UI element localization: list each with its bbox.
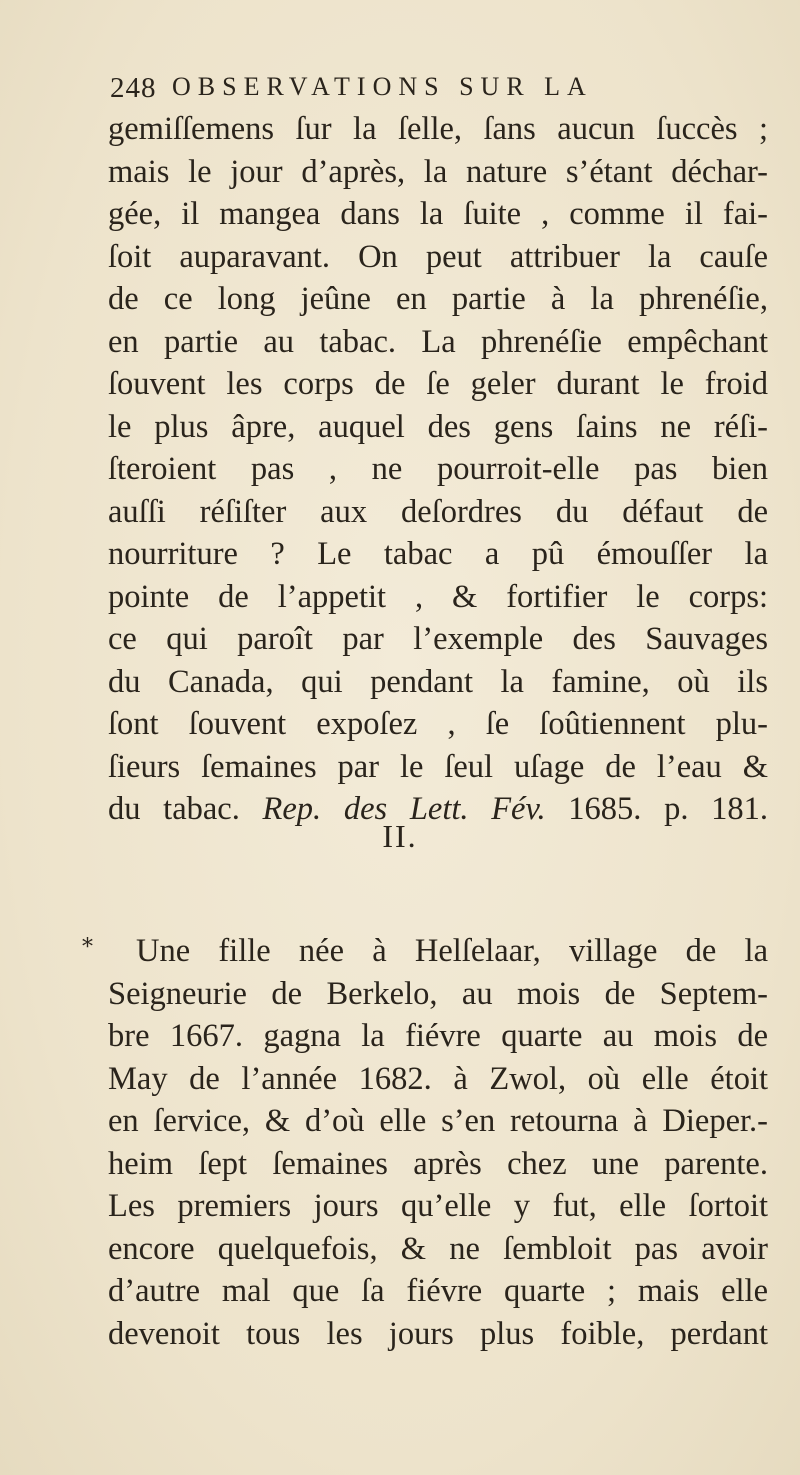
text-line: encore quelquefois, & ne ſembloit pas avoir (108, 1230, 768, 1267)
text-line: le plus âpre, auquel des gens ſains ne réſi- (108, 408, 768, 445)
text-line: gée, il mangea dans la ſuite , comme il fai- (108, 196, 768, 232)
paragraph-1 (108, 108, 768, 831)
text-line: bre 1667. gagna la fiévre quarte au mois de (108, 1018, 768, 1054)
footnote-marker: * (82, 935, 93, 960)
citation-source: Rep. des Lett. Fév. (262, 791, 546, 827)
text-line: auſſi réſiſter aux deſordres du défaut de (108, 493, 768, 530)
text-line: May de l’année 1682. à Zwol, où elle étoit (108, 1060, 768, 1097)
text-line: ce qui paroît par l’exemple des Sauvages (108, 621, 768, 657)
text-line: ſont ſouvent expoſez , ſe ſoûtiennent plu- (108, 706, 768, 742)
citation-reference: 1685. p. 181. (568, 791, 769, 827)
text-line: devenoit tous les jours plus foible, perdant (108, 1315, 768, 1352)
text-line: ſieurs ſemaines par le ſeul uſage de l’eau & (108, 748, 768, 785)
text-line: ſteroient pas , ne pourroit-elle pas bien (108, 451, 768, 487)
section-heading: II. (382, 818, 418, 854)
text-fragment: du tabac. (108, 791, 240, 827)
text-line: pointe de l’appetit , & fortifier le corps: (108, 578, 768, 615)
page-number: 248 (110, 72, 157, 104)
text-line: mais le jour d’après, la nature s’étant déchar- (108, 153, 768, 190)
text-line: heim ſept ſemaines après chez une parente. (108, 1145, 768, 1182)
text-line: Seigneurie de Berkelo, au mois de Septem- (108, 975, 768, 1012)
text-line: en ſervice, & d’où elle s’en retourna à Dieper.- (108, 1103, 768, 1139)
text-line: nourriture ? Le tabac a pû émouſſer la (108, 536, 768, 572)
text-line: du Canada, qui pendant la famine, où ils (108, 663, 768, 700)
text-line: Les premiers jours qu’elle y fut, elle ſortoit (108, 1188, 768, 1224)
text-line: ſouvent les corps de ſe geler durant le froid (108, 366, 768, 402)
text-line: Une fille née à Helſelaar, village de la (136, 933, 768, 969)
paragraph-2 (108, 930, 768, 1355)
running-title: OBSERVATIONS SUR LA (172, 72, 593, 101)
text-line: en partie au tabac. La phrenéſie empêchant (108, 323, 768, 360)
text-line: d’autre mal que ſa fiévre quarte ; mais elle (108, 1273, 768, 1309)
text-line: de ce long jeûne en partie à la phrenéſie, (108, 281, 768, 317)
text-line: ſoit auparavant. On peut attribuer la cauſe (108, 238, 768, 275)
page-header (110, 72, 770, 112)
text-line: gemiſſemens ſur la ſelle, ſans aucun ſuccès ; (108, 111, 768, 147)
